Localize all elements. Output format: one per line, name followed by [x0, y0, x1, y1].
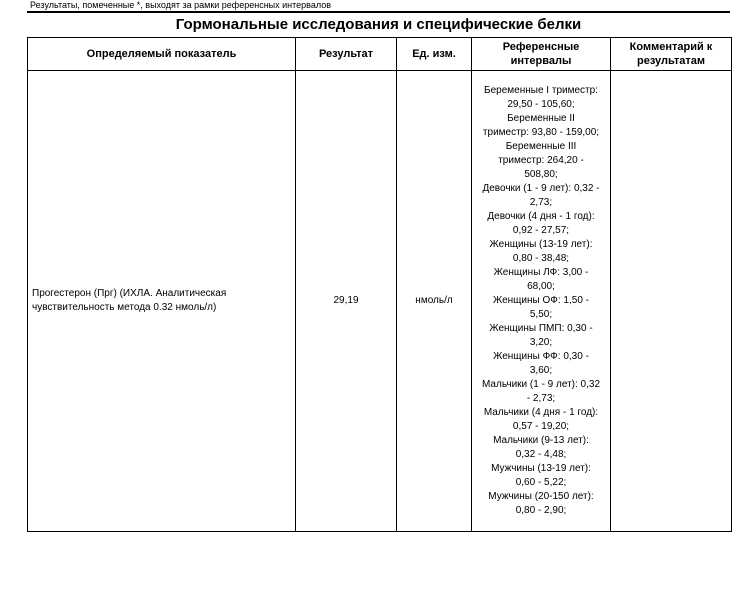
reference-line: триместр: 264,20 - — [498, 155, 584, 166]
results-table — [27, 37, 732, 532]
reference-line: 5,50; — [529, 309, 553, 320]
reference-line: 2,73; — [529, 197, 553, 208]
header-indicator: Определяемый показатель — [28, 38, 296, 71]
reference-line: Женщины ПМП: 0,30 - — [489, 323, 593, 334]
reference-line: 0,60 - 5,22; — [515, 477, 567, 488]
reference-line: Беременные III — [505, 141, 577, 152]
table-header-row — [28, 38, 732, 71]
reference-line: Мужчины (13-19 лет): — [491, 463, 591, 474]
reference-line: Мальчики (1 - 9 лет): 0,32 — [481, 379, 601, 390]
indicator-line: чувствительность метода 0.32 нмоль/л) — [32, 302, 217, 313]
header-unit: Ед. изм. — [397, 38, 472, 71]
header-reference-line: Референсные — [502, 41, 580, 53]
unit-cell: нмоль/л — [397, 71, 472, 532]
reference-line: 0,57 - 19,20; — [512, 421, 570, 432]
reference-line: Женщины ОФ: 1,50 - — [492, 295, 589, 306]
reference-cell — [472, 71, 611, 532]
reference-line: Женщины ФФ: 0,30 - — [493, 351, 589, 362]
reference-line: Мужчины (20-150 лет): — [488, 491, 594, 502]
reference-line: 29,50 - 105,60; — [507, 99, 575, 110]
table-row — [28, 71, 732, 532]
reference-line: Девочки (1 - 9 лет): 0,32 - — [482, 183, 600, 194]
header-result: Результат — [296, 38, 397, 71]
reference-line: Мальчики (9-13 лет): — [493, 435, 589, 446]
reference-line: 508,80; — [524, 169, 558, 180]
reference-line: 0,80 - 2,90; — [515, 505, 567, 516]
indicator-cell — [28, 71, 296, 532]
reference-line: 0,92 - 27,57; — [512, 225, 570, 236]
header-comment-line: Комментарий к — [629, 41, 713, 53]
reference-line: Женщины (13-19 лет): — [489, 239, 593, 250]
reference-line: триместр: 93,80 - 159,00; — [482, 127, 600, 138]
reference-line: Беременные II — [507, 113, 575, 124]
section-title: Гормональные исследования и специфические белки — [175, 16, 582, 33]
comment-cell — [611, 71, 732, 532]
reference-line: 0,80 - 38,48; — [512, 253, 570, 264]
reference-line: Женщины ЛФ: 3,00 - — [493, 267, 589, 278]
reference-line: 0,32 - 4,48; — [515, 449, 567, 460]
reference-line: 3,60; — [529, 365, 553, 376]
indicator-line: Прогестерон (Прг) (ИХЛА. Аналитическая — [32, 288, 227, 299]
header-comment — [611, 38, 732, 71]
header-comment-line: результатам — [637, 55, 705, 67]
reference-line: Мальчики (4 дня - 1 год): — [483, 407, 599, 418]
header-reference — [472, 38, 611, 71]
header-divider — [27, 11, 730, 13]
reference-line: 68,00; — [527, 281, 555, 292]
reference-line: 3,20; — [529, 337, 553, 348]
header-reference-line: интервалы — [510, 55, 572, 67]
reference-line: Девочки (4 дня - 1 год): — [487, 211, 595, 222]
reference-line: Беременные I триместр: — [484, 85, 598, 96]
result-cell: 29,19 — [296, 71, 397, 532]
out-of-range-note: Результаты, помеченные *, выходят за рамки референсных интервалов — [30, 0, 331, 10]
reference-line: - 2,73; — [526, 393, 556, 404]
